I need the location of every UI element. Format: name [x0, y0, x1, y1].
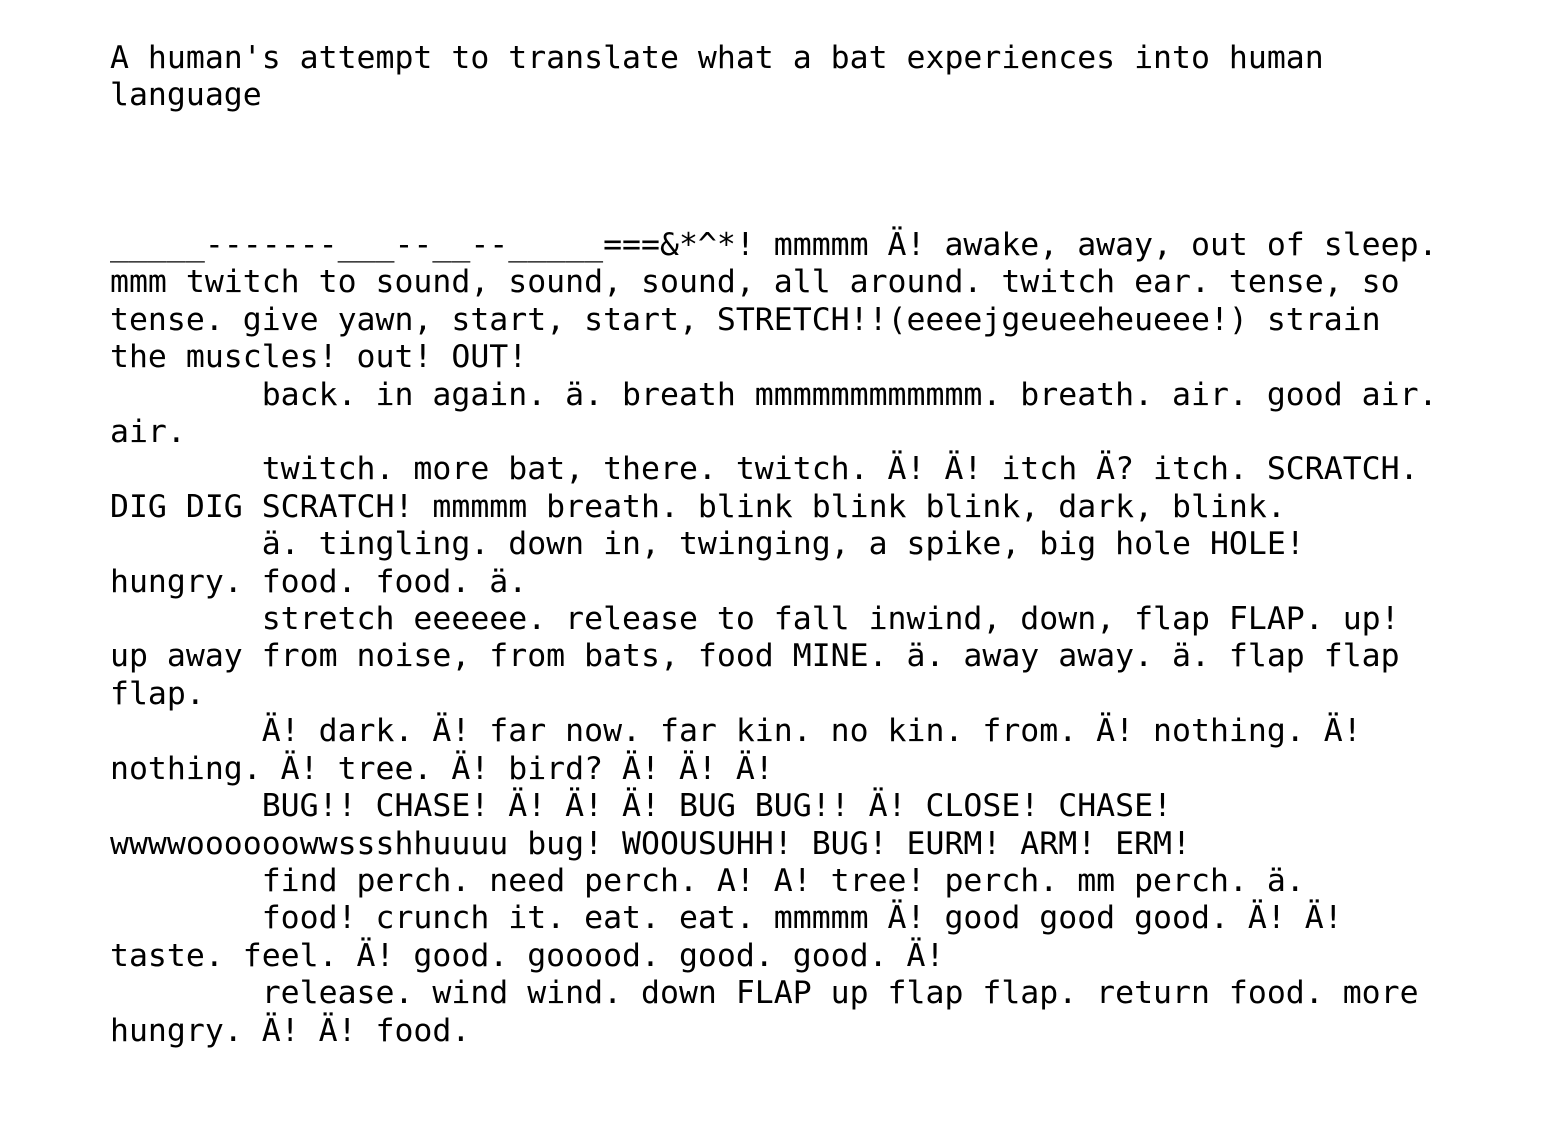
paragraph-1: _____-------___--__--_____===&*^*! mmmmm Ä! awake, away, out of sleep. mmm twitch to sound, sound, sound, all around. twitch ear. tense, so tense. give yawn, start, start, STRETCH!!(eeeejgeueeheueee!) strain the muscles! out! OUT!	[110, 227, 1457, 376]
paragraph-6: Ä! dark. Ä! far now. far kin. no kin. from. Ä! nothing. Ä! nothing. Ä! tree. Ä! bird? Ä! Ä! Ä!	[110, 713, 1381, 787]
paragraph-10: release. wind wind. down FLAP up flap flap. return food. more hungry. Ä! Ä! food.	[110, 975, 1438, 1049]
paragraph-8: find perch. need perch. A! A! tree! perch. mm perch. ä.	[110, 862, 1305, 899]
paragraph-9: food! crunch it. eat. eat. mmmmm Ä! good good good. Ä! Ä! taste. feel. Ä! good. gooood. good. good. Ä!	[110, 900, 1362, 974]
paragraph-2: back. in again. ä. breath mmmmmmmmmmmm. breath. air. good air. air.	[110, 376, 1457, 451]
document-page	[110, 40, 1457, 1049]
paragraph-3: twitch. more bat, there. twitch. Ä! Ä! itch Ä? itch. SCRATCH. DIG DIG SCRATCH! mmmmm breath. blink blink blink, dark, blink.	[110, 451, 1438, 525]
paragraph-4: ä. tingling. down in, twinging, a spike, big hole HOLE! hungry. food. food. ä.	[110, 526, 1324, 600]
document-title: A human's attempt to translate what a bat experiences into human language	[110, 40, 1343, 114]
paragraph-5: stretch eeeeee. release to fall inwind, down, flap FLAP. up! up away from noise, from bats, food MINE. ä. away away. ä. flap flap flap.	[110, 601, 1419, 712]
paragraph-7: BUG!! CHASE! Ä! Ä! Ä! BUG BUG!! Ä! CLOSE! CHASE! wwwwoooooowwssshhuuuu bug! WOOUSUHH! BUG! EURM! ARM! ERM!	[110, 788, 1191, 862]
document-body	[110, 227, 1457, 1050]
